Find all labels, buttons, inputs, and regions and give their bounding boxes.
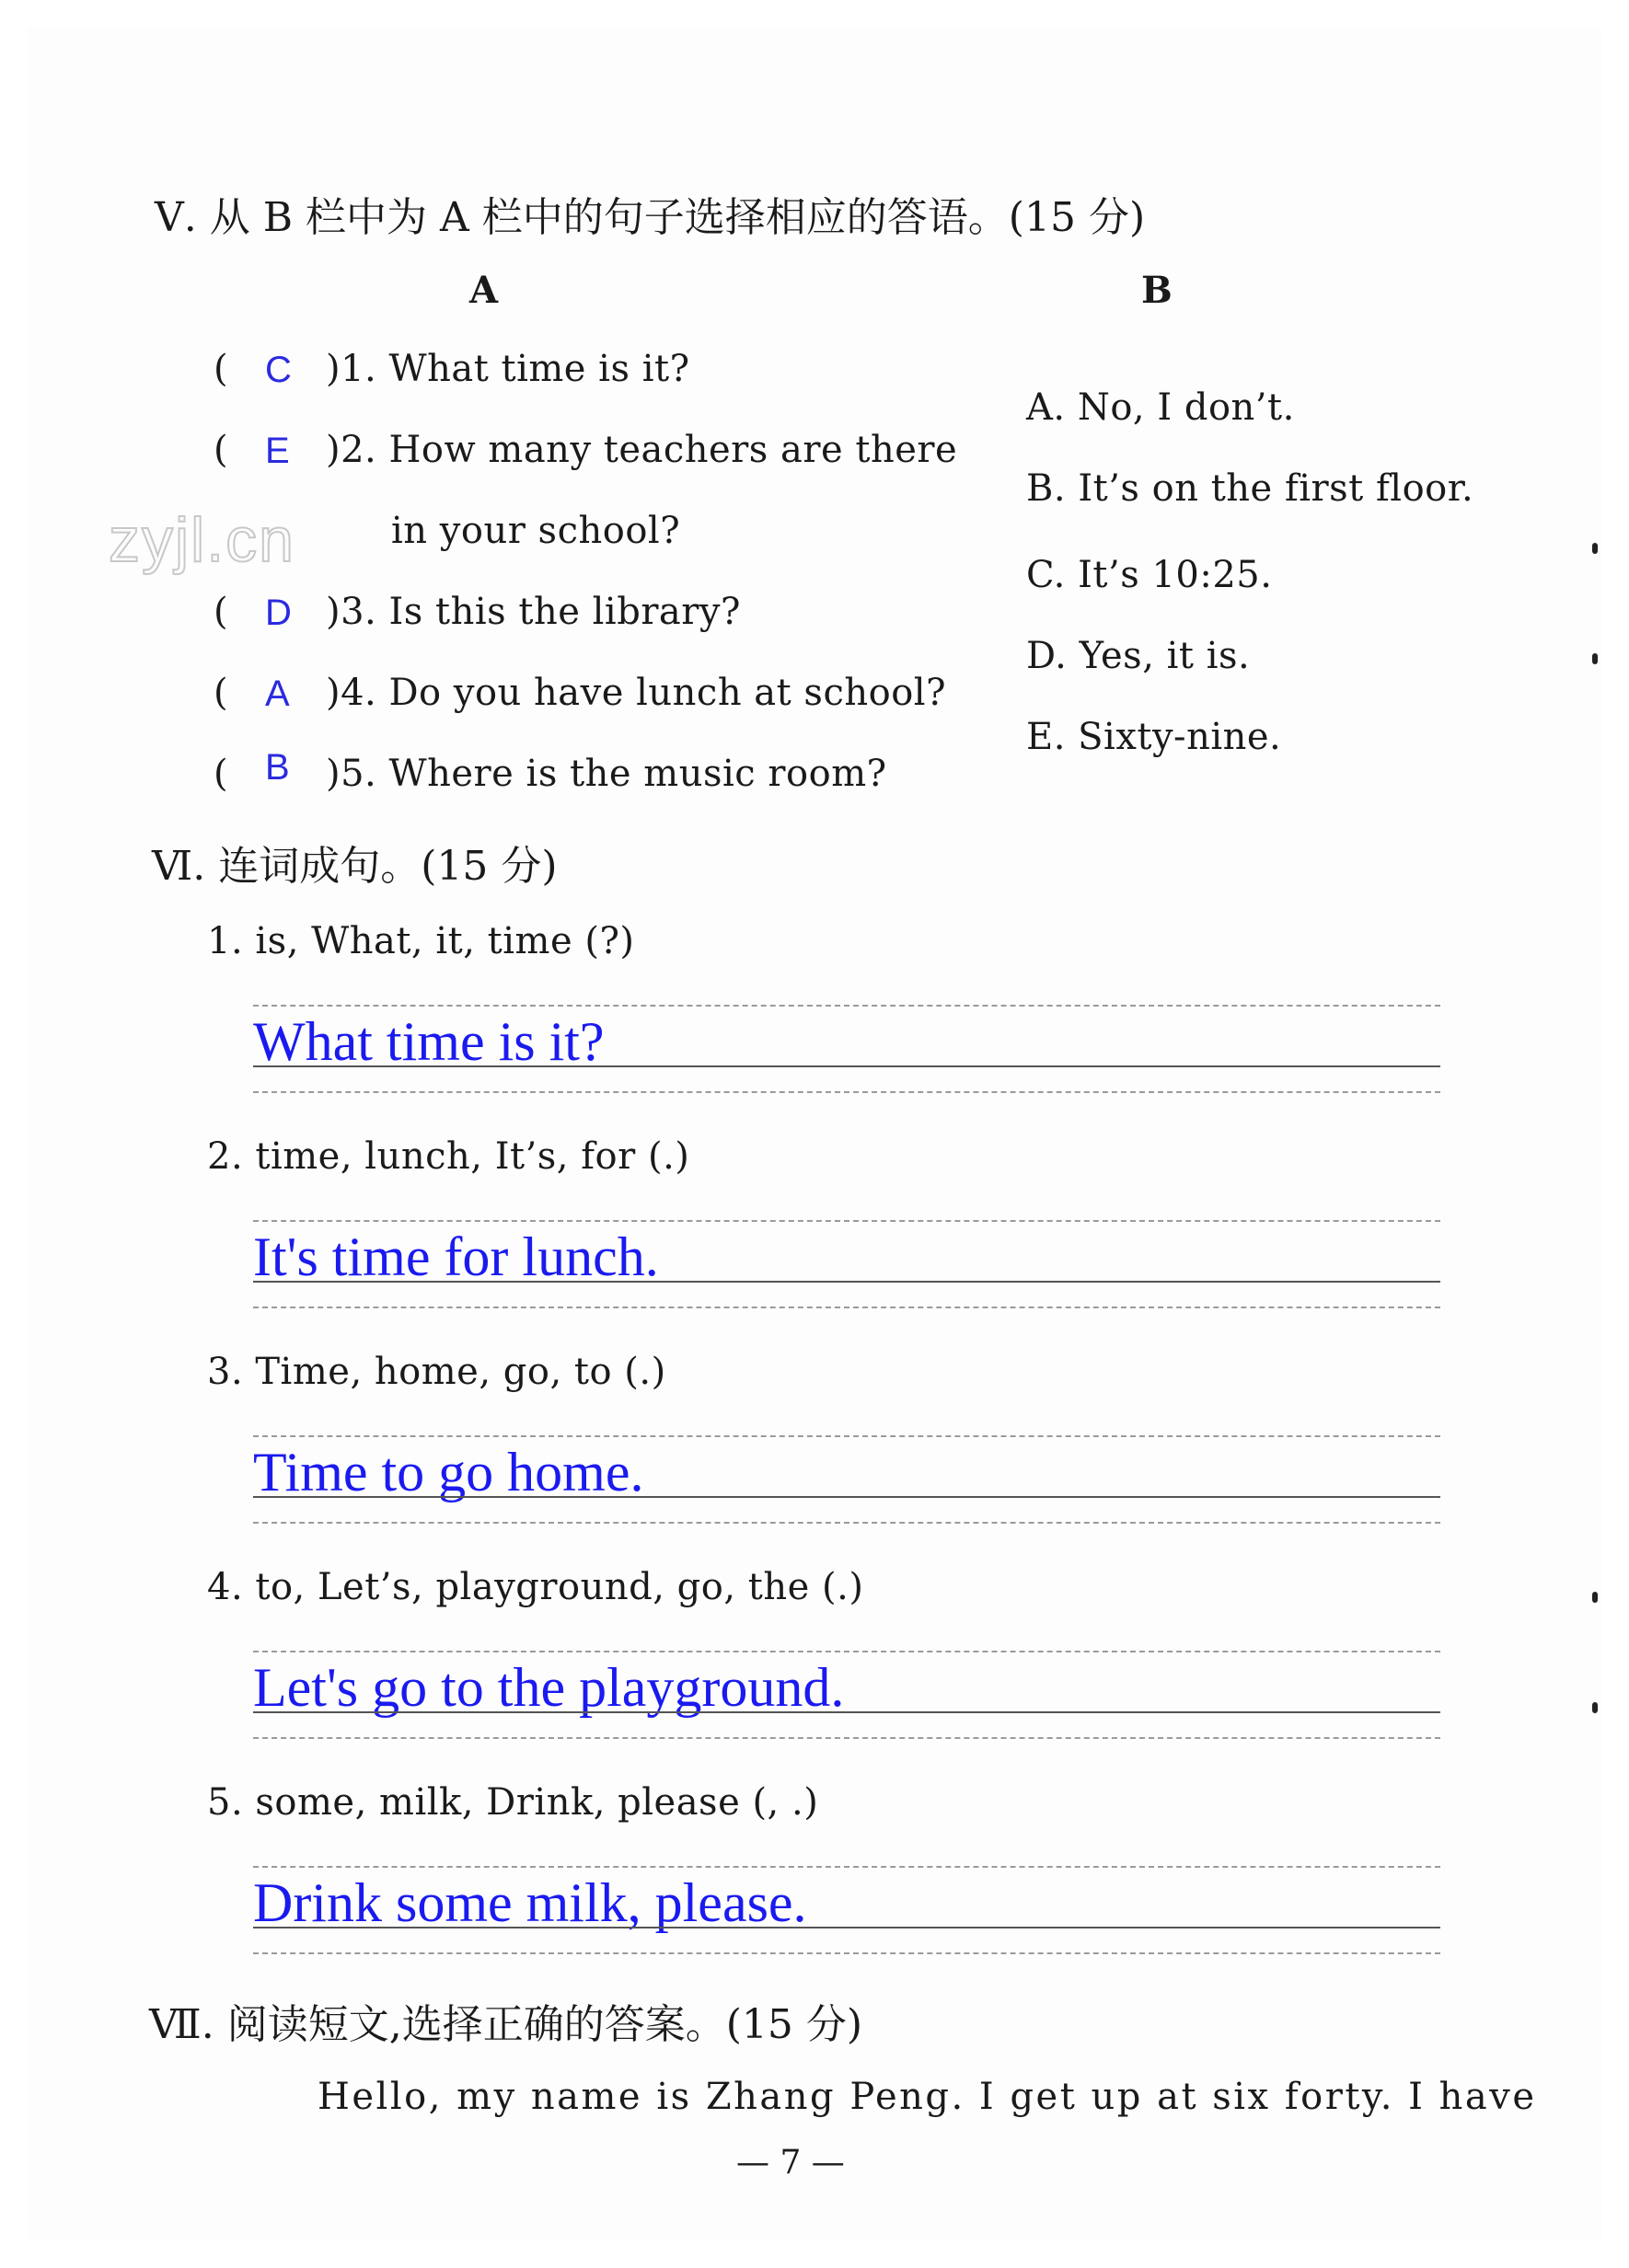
writing-baseline (253, 1927, 1440, 1928)
handwritten-answer: Drink some milk, please. (253, 1872, 807, 1933)
writing-line (253, 1737, 1440, 1739)
writing-baseline (253, 1281, 1440, 1283)
scrambled-words: 5. some, milk, Drink, please (, .) (207, 1781, 819, 1824)
watermark: zyjl.cn (109, 505, 295, 575)
section-6-heading: Ⅵ. 连词成句。(15 分) (152, 843, 558, 890)
paren-open: ( (214, 429, 228, 471)
paren-open: ( (214, 348, 228, 390)
scrambled-words: 4. to, Let’s, playground, go, the (.) (207, 1566, 864, 1608)
option-b: B. It’s on the first floor. (1026, 467, 1474, 510)
section-5-heading: Ⅴ. 从 B 栏中为 A 栏中的句子选择相应的答语。(15 分) (155, 194, 1146, 241)
handwritten-answer: Let's go to the playground. (253, 1657, 845, 1718)
scrambled-words: 2. time, lunch, It’s, for (.) (207, 1135, 690, 1178)
scrambled-words: 1. is, What, it, time (?) (207, 920, 635, 962)
question-text: )5. Where is the music room? (326, 753, 887, 795)
writing-line (253, 1651, 1440, 1652)
option-c: C. It’s 10:25. (1026, 554, 1273, 596)
writing-baseline (253, 1496, 1440, 1498)
handwritten-answer: Time to go home. (253, 1442, 644, 1502)
writing-line (253, 1435, 1440, 1437)
question-text: )1. What time is it? (326, 348, 690, 390)
paren-open: ( (214, 672, 228, 714)
question-text: )4. Do you have lunch at school? (326, 672, 947, 714)
handwritten-answer: It's time for lunch. (253, 1226, 659, 1287)
option-a: A. No, I don’t. (1026, 386, 1295, 429)
writing-line (253, 1220, 1440, 1222)
scrambled-words: 3. Time, home, go, to (.) (207, 1351, 666, 1393)
paren-open: ( (214, 753, 228, 795)
option-e: E. Sixty-nine. (1026, 716, 1282, 758)
scan-mark (1592, 1702, 1598, 1713)
paren-open: ( (214, 591, 228, 633)
question-text-continued: in your school? (391, 510, 681, 552)
answer-letter: D (265, 593, 292, 633)
scan-mark (1592, 543, 1598, 554)
writing-line (253, 1866, 1440, 1868)
scan-mark (1592, 1592, 1598, 1603)
writing-baseline (253, 1711, 1440, 1713)
column-b-header: B (1141, 269, 1173, 312)
writing-baseline (253, 1065, 1440, 1067)
answer-letter: E (265, 431, 290, 471)
column-a-header: A (469, 269, 499, 312)
writing-line (253, 1005, 1440, 1007)
writing-line (253, 1307, 1440, 1308)
section-7-heading: Ⅶ. 阅读短文,选择正确的答案。(15 分) (149, 2001, 863, 2048)
reading-passage: Hello, my name is Zhang Peng. I get up at six forty. I have (318, 2076, 1537, 2118)
writing-line (253, 1952, 1440, 1954)
answer-letter: C (265, 350, 292, 390)
writing-line (253, 1091, 1440, 1093)
question-text: )3. Is this the library? (326, 591, 741, 633)
page-number: — 7 — (736, 2144, 845, 2182)
writing-line (253, 1522, 1440, 1524)
scan-mark (1592, 653, 1598, 664)
question-text: )2. How many teachers are there (326, 429, 958, 471)
answer-letter: A (265, 673, 290, 714)
option-d: D. Yes, it is. (1026, 635, 1251, 677)
answer-letter: B (265, 747, 290, 788)
handwritten-answer: What time is it? (253, 1011, 605, 1072)
